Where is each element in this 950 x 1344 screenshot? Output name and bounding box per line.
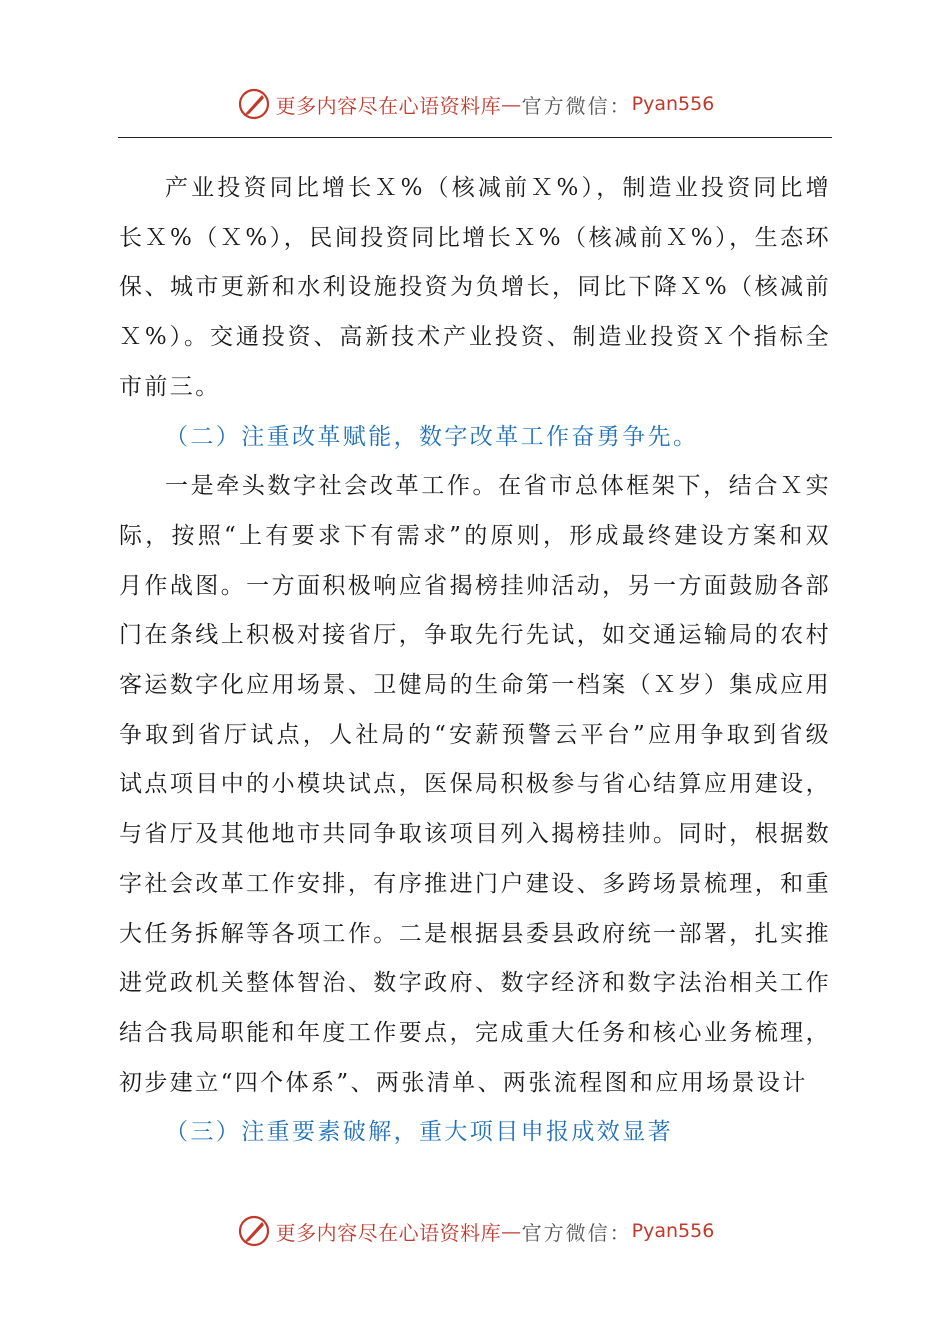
footer-banner xyxy=(0,1211,950,1251)
brand-text: 更多内容尽在心语资料库 xyxy=(275,1220,502,1245)
wechat-id: Pyan556 xyxy=(631,1220,715,1242)
banner-separator: — xyxy=(501,1219,522,1243)
banner-separator: — xyxy=(501,92,522,116)
quill-logo-icon xyxy=(236,86,272,122)
section-heading: （三）注重要素破解，重大项目申报成效显著 xyxy=(165,1119,673,1146)
quill-logo-icon xyxy=(236,1213,272,1249)
document-body xyxy=(119,164,831,1158)
brand-text: 更多内容尽在心语资料库 xyxy=(275,93,502,118)
header-banner xyxy=(0,84,950,124)
wechat-label: 官方微信： xyxy=(521,1220,632,1245)
wechat-id: Pyan556 xyxy=(631,93,715,115)
wechat-label: 官方微信： xyxy=(521,93,632,118)
body-paragraph: 一是牵头数字社会改革工作。在省市总体框架下，结合Ｘ实际，按照“上有要求下有需求”的原则，形成最终建设方案和双月作战图。一方面积极响应省揭榜挂帅活动，另一方面鼓励各部门在条线上积极对接省厅，争取先行先试，如交通运输局的农村客运数字化应用场景、卫健局的生命第一档案（Ｘ岁）集成应用争取到省厅试点，人社局的“安薪预警云平台”应用争取到省级试点项目中的小模块试点，医保局积极参与省心结算应用建设，与省厅及其他地市共同争取该项目列入揭榜挂帅。同时，根据数字社会改革工作安排，有序推进门户建设、多跨场景梳理，和重大任务拆解等各项工作。二是根据县委县政府统一部署，扎实推进党政机关整体智治、数字政府、数字经济和数字法治相关工作结合我局职能和年度工作要点，完成重大任务和核心业务梳理，初步建立“四个体系”、两张清单、两张流程图和应用场景设计 xyxy=(119,473,831,1096)
body-paragraph: 产业投资同比增长Ｘ%（核减前Ｘ%），制造业投资同比增长Ｘ%（Ｘ%），民间投资同比增长Ｘ%（核减前Ｘ%），生态环保、城市更新和水利设施投资为负增长，同比下降Ｘ%（核减前Ｘ%）。交通投资、高新技术产业投资、制造业投资Ｘ个指标全市前三。 xyxy=(119,175,831,400)
section-heading: （二）注重改革赋能，数字改革工作奋勇争先。 xyxy=(165,423,699,450)
header-divider xyxy=(118,137,832,138)
